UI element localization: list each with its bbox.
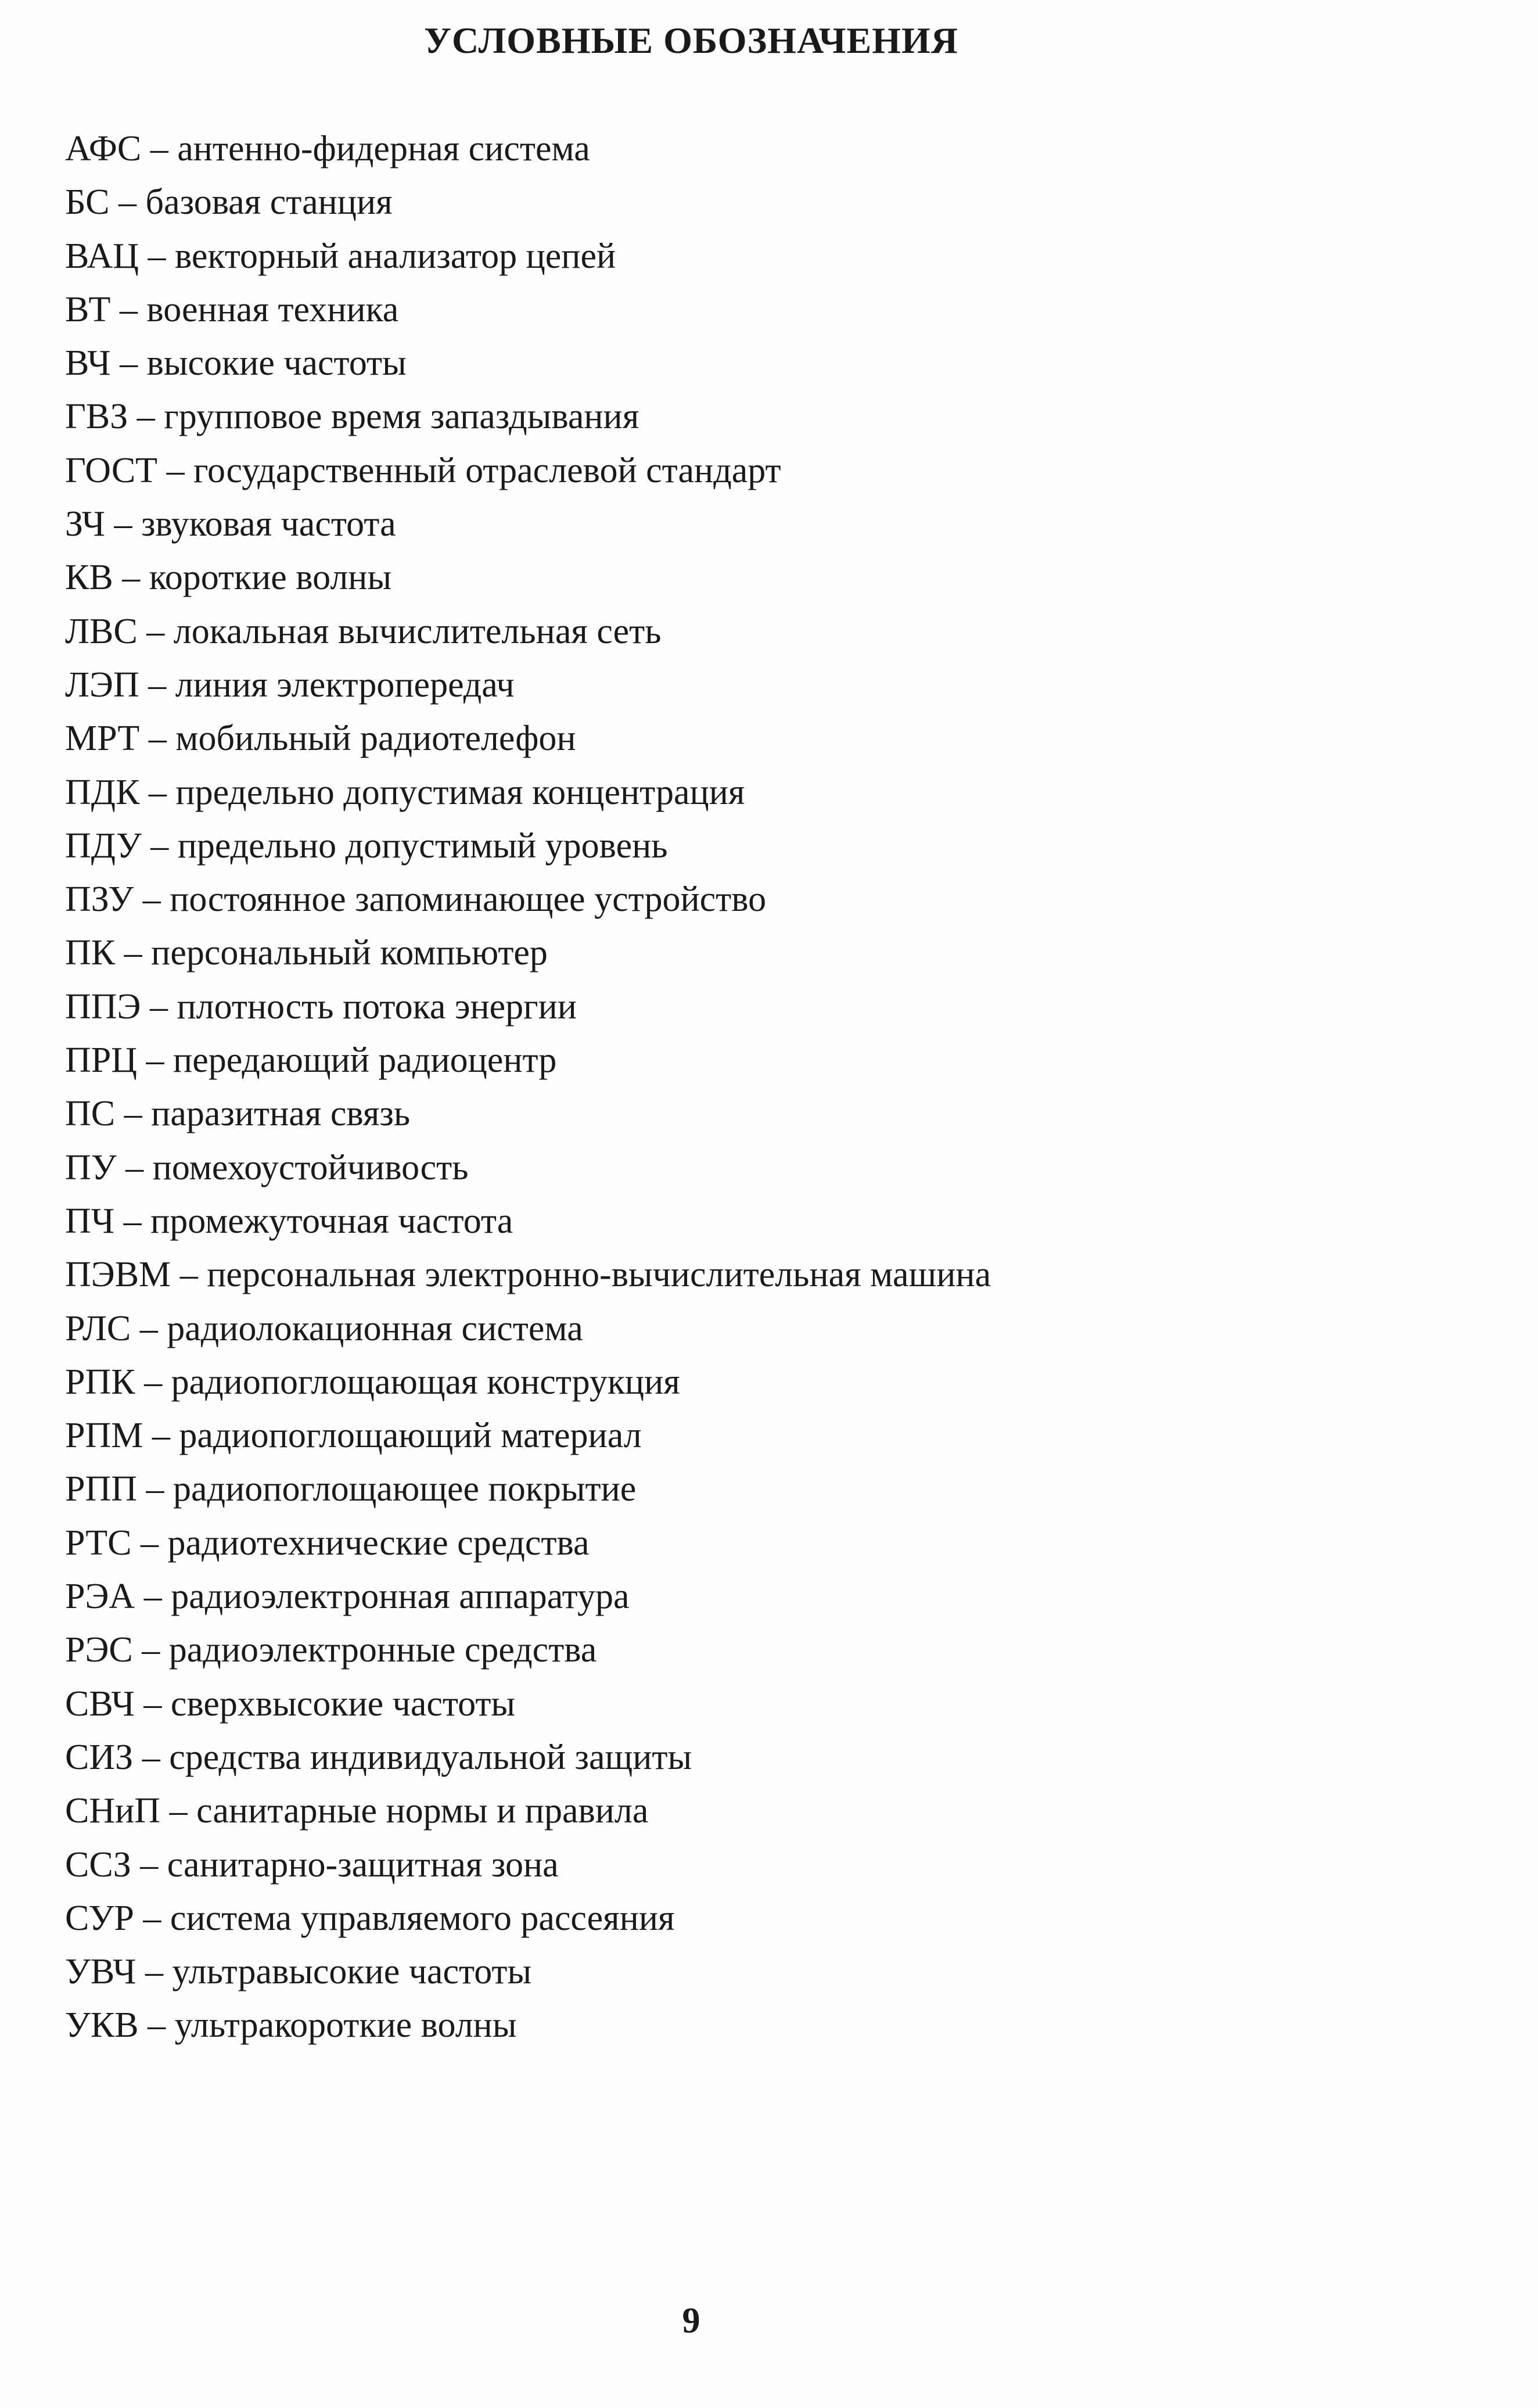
abbreviation-separator: – (137, 1040, 174, 1081)
abbreviation-term: ПЗУ (65, 880, 134, 920)
abbreviation-separator: – (114, 1201, 151, 1241)
abbreviation-term: СИЗ (65, 1737, 134, 1777)
abbreviation-entry (65, 1302, 991, 1355)
abbreviation-meaning: ультракороткие волны (174, 2005, 517, 2045)
abbreviation-term: РЭС (65, 1630, 133, 1670)
abbreviation-entry (65, 229, 991, 283)
abbreviation-term: ПУ (65, 1147, 117, 1187)
abbreviation-separator: – (143, 1416, 179, 1456)
abbreviation-entry (65, 1141, 991, 1194)
abbreviation-meaning: высокие частоты (146, 343, 407, 383)
abbreviation-entry (65, 497, 991, 551)
abbreviation-entry (65, 980, 991, 1033)
abbreviation-term: РПК (65, 1362, 135, 1402)
abbreviation-entry (65, 1087, 991, 1140)
abbreviation-separator: – (131, 1308, 167, 1348)
abbreviation-term: ВЧ (65, 343, 111, 383)
abbreviation-meaning: мобильный радиотелефон (175, 719, 576, 759)
abbreviation-separator: – (110, 343, 147, 383)
abbreviation-meaning: линия электропередач (175, 665, 515, 705)
abbreviation-term: ЗЧ (65, 504, 105, 544)
abbreviation-meaning: персональный компьютер (151, 933, 548, 973)
abbreviation-separator: – (109, 182, 146, 223)
abbreviation-entry (65, 122, 991, 175)
abbreviation-meaning: передающий радиоцентр (173, 1040, 557, 1081)
abbreviation-meaning: плотность потока энергии (177, 986, 577, 1027)
abbreviation-term: ПДК (65, 772, 140, 812)
abbreviation-entry (65, 1677, 991, 1731)
abbreviation-separator: – (105, 504, 141, 544)
abbreviation-term: АФС (65, 129, 142, 168)
abbreviation-meaning: военная техника (146, 289, 399, 329)
abbreviation-entry (65, 1409, 991, 1462)
abbreviation-term: МРТ (65, 719, 140, 759)
abbreviation-term: ЛВС (65, 611, 138, 651)
abbreviation-entry (65, 1784, 991, 1838)
abbreviation-separator: – (115, 1094, 152, 1134)
abbreviation-separator: – (116, 1147, 153, 1187)
abbreviation-separator: – (110, 289, 147, 329)
abbreviation-separator: – (132, 1630, 169, 1670)
abbreviation-meaning: постоянное запоминающее устройство (170, 880, 767, 920)
abbreviation-separator: – (113, 558, 149, 598)
abbreviation-meaning: сверхвысокие частоты (170, 1684, 516, 1724)
abbreviation-separator: – (137, 1469, 174, 1509)
abbreviation-entry (65, 1248, 991, 1301)
abbreviation-meaning: групповое время запаздывания (164, 397, 639, 437)
abbreviation-meaning: радиотехнические средства (167, 1523, 590, 1563)
abbreviation-meaning: санитарные нормы и правила (196, 1791, 649, 1831)
abbreviation-entry (65, 1033, 991, 1087)
abbreviation-meaning: радиоэлектронная аппаратура (171, 1577, 630, 1617)
page-number: 9 (682, 2301, 700, 2341)
abbreviation-entry (65, 926, 991, 979)
abbreviation-entry (65, 1570, 991, 1623)
abbreviation-separator: – (171, 1255, 207, 1295)
abbreviation-term: ПС (65, 1094, 116, 1134)
abbreviation-separator: – (141, 826, 178, 866)
abbreviation-term: СУР (65, 1898, 134, 1938)
abbreviation-term: СНиП (65, 1791, 161, 1831)
abbreviation-separator: – (136, 1952, 173, 1992)
abbreviation-meaning: радиолокационная система (167, 1308, 583, 1348)
abbreviation-entry (65, 336, 991, 390)
abbreviation-term: ВТ (65, 289, 111, 329)
abbreviation-meaning: предельно допустимый уровень (177, 826, 668, 866)
abbreviation-entry (65, 1462, 991, 1516)
abbreviation-term: ССЗ (65, 1844, 131, 1885)
abbreviation-term: РЭА (65, 1577, 135, 1617)
abbreviation-separator: – (134, 1898, 170, 1938)
abbreviation-meaning: паразитная связь (151, 1094, 411, 1134)
abbreviation-entry (65, 605, 991, 658)
abbreviation-term: СВЧ (65, 1684, 135, 1724)
abbreviation-meaning: локальная вычислительная сеть (173, 611, 662, 651)
abbreviation-term: РТС (65, 1523, 132, 1563)
abbreviation-entry (65, 390, 991, 443)
abbreviation-term: ПЧ (65, 1201, 115, 1241)
abbreviation-entry (65, 1998, 991, 2052)
abbreviation-entry (65, 819, 991, 873)
abbreviation-separator: – (157, 450, 194, 490)
abbreviation-term: РЛС (65, 1308, 131, 1348)
abbreviation-separator: – (138, 2005, 175, 2045)
abbreviation-separator: – (139, 719, 176, 759)
abbreviation-entry (65, 444, 991, 497)
abbreviation-term: ЛЭП (65, 665, 139, 705)
abbreviation-meaning: помехоустойчивость (152, 1147, 469, 1187)
abbreviation-entry (65, 873, 991, 926)
abbreviation-separator: – (135, 1362, 171, 1402)
abbreviation-entry (65, 658, 991, 712)
abbreviation-meaning: векторный анализатор цепей (175, 236, 616, 276)
abbreviation-term: ПДУ (65, 826, 142, 866)
abbreviation-meaning: короткие волны (149, 558, 392, 598)
abbreviation-term: БС (65, 182, 110, 223)
abbreviation-meaning: базовая станция (145, 182, 393, 223)
abbreviation-entry (65, 1731, 991, 1784)
abbreviation-separator: – (131, 1523, 168, 1563)
abbreviation-meaning: средства индивидуальной защиты (169, 1737, 692, 1777)
abbreviation-entry (65, 1516, 991, 1570)
abbreviation-separator: – (115, 933, 152, 973)
abbreviation-term: КВ (65, 558, 113, 598)
abbreviation-entry (65, 1945, 991, 1998)
abbreviation-entry (65, 551, 991, 604)
abbreviation-meaning: звуковая частота (141, 504, 396, 544)
abbreviation-separator: – (135, 1577, 171, 1617)
abbreviation-separator: – (131, 1844, 167, 1885)
abbreviation-meaning: промежуточная частота (150, 1201, 513, 1241)
abbreviation-entry (65, 1194, 991, 1248)
abbreviation-term: УВЧ (65, 1952, 136, 1992)
abbreviation-meaning: государственный отраслевой стандарт (193, 450, 781, 490)
page-heading: УСЛОВНЫЕ ОБОЗНАЧЕНИЯ (424, 20, 958, 61)
abbreviation-meaning: радиопоглощающее покрытие (173, 1469, 637, 1509)
abbreviation-term: РПМ (65, 1416, 143, 1456)
abbreviation-meaning: ультравысокие частоты (172, 1952, 532, 1992)
abbreviation-meaning: предельно допустимая концентрация (175, 772, 745, 812)
abbreviation-list (65, 122, 991, 2052)
abbreviation-separator: – (160, 1791, 197, 1831)
abbreviation-term: ПЭВМ (65, 1255, 171, 1295)
abbreviation-separator: – (139, 665, 175, 705)
abbreviation-term: ВАЦ (65, 236, 139, 276)
abbreviation-separator: – (137, 611, 174, 651)
abbreviation-meaning: персональная электронно-вычислительная машина (207, 1255, 991, 1295)
abbreviation-entry (65, 766, 991, 819)
abbreviation-meaning: санитарно-защитная зона (167, 1844, 559, 1885)
abbreviation-term: ГВЗ (65, 397, 128, 437)
abbreviation-entry (65, 1623, 991, 1677)
abbreviation-term: ПРЦ (65, 1040, 138, 1081)
abbreviation-meaning: радиоэлектронные средства (168, 1630, 597, 1670)
abbreviation-separator: – (134, 1684, 171, 1724)
abbreviation-separator: – (141, 986, 177, 1027)
abbreviation-entry (65, 283, 991, 336)
abbreviation-term: УКВ (65, 2005, 139, 2045)
abbreviation-separator: – (139, 236, 175, 276)
abbreviation-term: ГОСТ (65, 450, 158, 490)
abbreviation-term: РПП (65, 1469, 138, 1509)
abbreviation-meaning: антенно-фидерная система (177, 129, 590, 168)
abbreviation-entry (65, 1355, 991, 1409)
abbreviation-entry (65, 1892, 991, 1945)
abbreviation-term: ПК (65, 933, 116, 973)
abbreviation-separator: – (134, 880, 170, 920)
abbreviation-meaning: радиопоглощающий материал (179, 1416, 642, 1456)
abbreviation-separator: – (141, 129, 178, 168)
abbreviation-meaning: радиопоглощающая конструкция (171, 1362, 680, 1402)
abbreviation-separator: – (128, 397, 164, 437)
abbreviation-term: ППЭ (65, 986, 141, 1027)
abbreviation-entry (65, 712, 991, 765)
abbreviation-entry (65, 175, 991, 229)
abbreviation-separator: – (133, 1737, 170, 1777)
abbreviation-meaning: система управляемого рассеяния (170, 1898, 675, 1938)
abbreviation-separator: – (139, 772, 176, 812)
abbreviation-entry (65, 1838, 991, 1892)
